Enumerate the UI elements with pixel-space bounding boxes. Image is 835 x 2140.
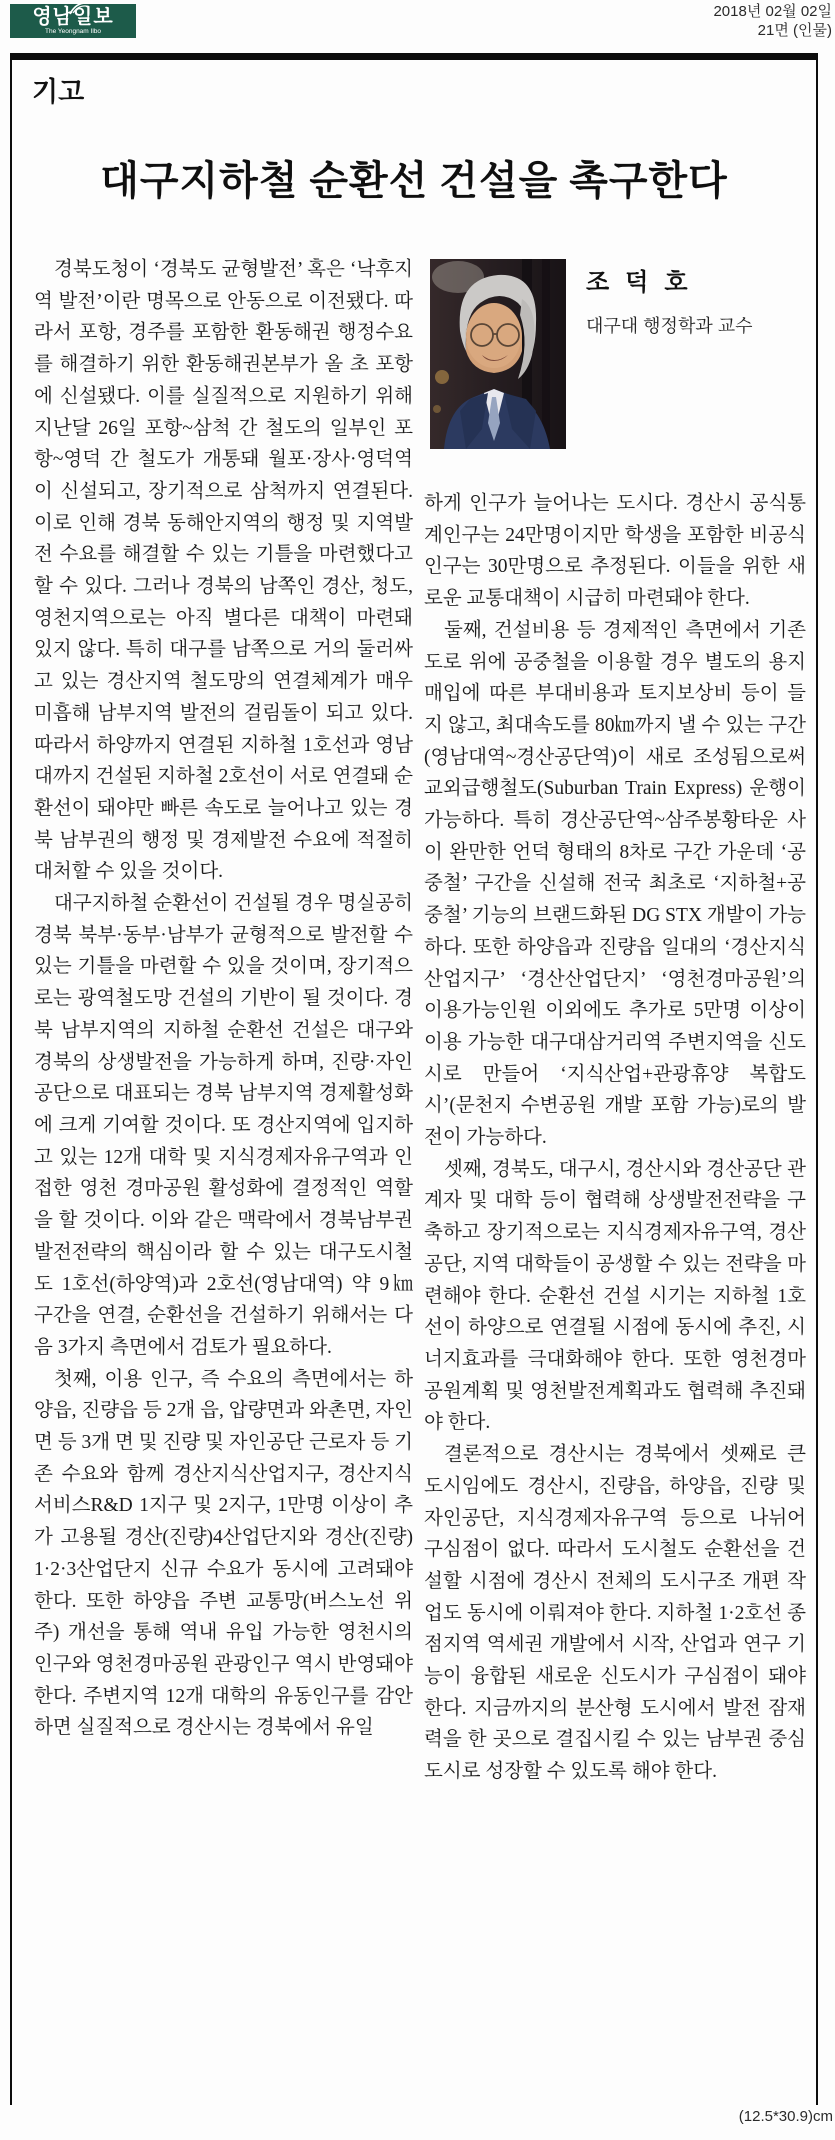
paragraph: 셋째, 경북도, 대구시, 경산시와 경산공단 관계자 및 대학 등이 협력해 상생발전전략을 구축하고 장기적으로는 지식경제자유구역, 경산공단, 지역 대학들이 공생할 수 있는 전략을 마련해야 한다. 순환선 건설 시기는 지하철 1호선이 하양으로 연결될 시점에 동시에 추진, 시너지효과를 극대화해야 한다. 또한 영천경마공원계획 및 영천발전계획과도 협력해 추진돼야 한다. [424,1158,806,1434]
satellite-dish-icon [68,0,94,23]
paragraph: 경북도청이 ‘경북도 균형발전’ 혹은 ‘낙후지역 발전’이란 명목으로 안동으로 이전됐다. 따라서 포항, 경주를 포함한 환동해권 행정수요를 해결하기 위한 환동해권본부가 올 초 포항에 신설됐다. 이를 실질적으로 지원하기 위해 지난달 26일 포항~삼척 간 철도의 일부인 포항~영덕 간 철도가 개통돼 월포·장사·영덕역이 신설되고, 장기적으로 삼척까지 연결된다. 이로 인해 경북 동해안지역의 행정 및 지역발전 수요를 해결할 수 있는 기틀을 마련했다고 할 수 있다. 그러나 경북의 남쪽인 경산, 청도, 영천지역으로는 아직 별다른 대책이 마련돼 있지 않다. 특히 대구를 남쪽으로 거의 둘러싸고 있는 경산지역 철도망의 연결체계가 매우 미흡해 남부지역 발전의 걸림돌이 되고 있다. 따라서 하양까지 연결된 지하철 1호선과 영남대까지 건설된 지하철 2호선이 서로 연결돼 순환선이 돼야만 빠른 속도로 늘어나고 있는 경북 남부권의 행정 및 경제발전 수요에 적절히 대처할 수 있을 것이다. [34,259,413,883]
paragraph: 대구지하철 순환선이 건설될 경우 명실공히 경북 북부·동부·남부가 균형적으로 발전할 수 있는 기틀을 마련할 수 있을 것이며, 장기적으로는 광역철도망 건설의 기반이 될 것이다. 경북 남부지역의 지하철 순환선 건설은 대구와 경북의 상생발전을 가능하게 하며, 진량·자인 공단으로 대표되는 경북 남부지역 경제활성화에 크게 기여할 것이다. 또 경산지역에 입지하고 있는 12개 대학 및 지식경제자유구역과 인접한 영천 경마공원 활성화에 결정적인 역할을 할 것이다. 이와 같은 맥락에서 경북남부권 발전전략의 핵심이라 할 수 있는 대구도시철도 1호선(하양역)과 2호선(영남대역) 약 9㎞ 구간을 연결, 순환선을 건설하기 위해서는 다음 3가지 측면에서 검토가 필요하다. [34,893,413,1358]
paragraph: 둘째, 건설비용 등 경제적인 측면에서 기존도로 위에 공중철을 이용할 경우 별도의 용지매입에 따른 부대비용과 토지보상비 등이 들지 않고, 최대속도를 80㎞까지 낼 수 있는 구간(영남대역~경산공단역)이 새로 조성됨으로써 교외급행철도(Suburban Train Express) 운행이 가능하다. 특히 경산공단역~삼주봉황타운 사이 완만한 언덕 형태의 8차로 구간 가운데 ‘공중철’ 구간을 신설해 전국 최초로 ‘지하철+공중철’ 기능의 브랜드화된 DG STX 개발이 가능하다. 또한 하양읍과 진량읍 일대의 ‘경산지식산업지구’ ‘경산산업단지’ ‘영천경마공원’의 이용가능인원 이외에도 추가로 5만명 이상이 이용 가능한 대구대삼거리역 주변지역을 신도시로 만들어 ‘지식산업+관광휴양 복합도시’(문천지 수변공원 개발 포함 가능)로의 발전이 가능하다. [424,619,806,1149]
paragraph: 결론적으로 경산시는 경북에서 셋째로 큰 도시임에도 경산시, 진량읍, 하양읍, 진량 및 자인공단, 지식경제자유구역 등으로 나뉘어 구심점이 없다. 따라서 도시철도 순환선을 건설할 시점에 경산시 전체의 도시구조 개편 작업도 동시에 이뤄져야 한다. 지하철 1·2호선 종점지역 역세권 개발에서 시작, 산업과 연구 기능이 융합된 새로운 신도시가 구심점이 돼야 한다. 지금까지의 분산형 도시에서 발전 잠재력을 한 곳으로 결집시킬 수 있는 남부권 중심도시로 성장할 수 있도록 해야 한다. [424,1444,806,1783]
logo-english-text: The Yeongnam Ilbo [44,28,102,35]
author-block [586,262,753,338]
page-number: 21면 (인물) [757,22,832,39]
newspaper-logo [10,4,136,38]
paragraph: 첫째, 이용 인구, 즉 수요의 측면에서는 하양읍, 진량읍 등 2개 읍, 압량면과 와촌면, 자인면 등 3개 면 및 진량 및 자인공단 근로자 등 기존 수요와 함께 경산지식산업지구, 경산지식서비스R&D 1지구 및 2지구, 1만명 이상이 추가 고용될 경산(진량)4산업단지와 경산(진량)1·2·3산업단지 신규 수요가 동시에 고려돼야 한다. 또한 하양읍 주변 교통망(버스노선 위주) 개선을 통해 역내 유입 가능한 영천시의 인구와 영천경마공원 관광인구 역시 반영돼야 한다. 주변지역 12개 대학의 유동인구를 감안하면 실질적으로 경산시는 경북에서 유일 [34,1368,413,1739]
section-label: 기고 [32,77,85,107]
author-name: 조 덕 호 [586,270,693,296]
right-column [424,488,806,1788]
article-headline: 대구지하철 순환선 건설을 촉구한다 [100,157,728,203]
logo-korean-text: 영남일보 [32,6,114,28]
date-block [713,2,832,40]
left-column [34,254,413,1744]
article-frame [10,53,818,2105]
issue-date: 2018년 02월 02일 [713,3,832,20]
paragraph: 하게 인구가 늘어나는 도시다. 경산시 공식통계인구는 24만명이지만 학생을 포함한 비공식인구는 30만명으로 추정된다. 이들을 위한 새로운 교통대책이 시급히 마련돼야 한다. [424,493,806,610]
clipping-size-caption: (12.5*30.9)cm [738,2108,833,2125]
author-title: 대구대 행정학과 교수 [586,316,753,336]
author-photo [430,259,566,449]
